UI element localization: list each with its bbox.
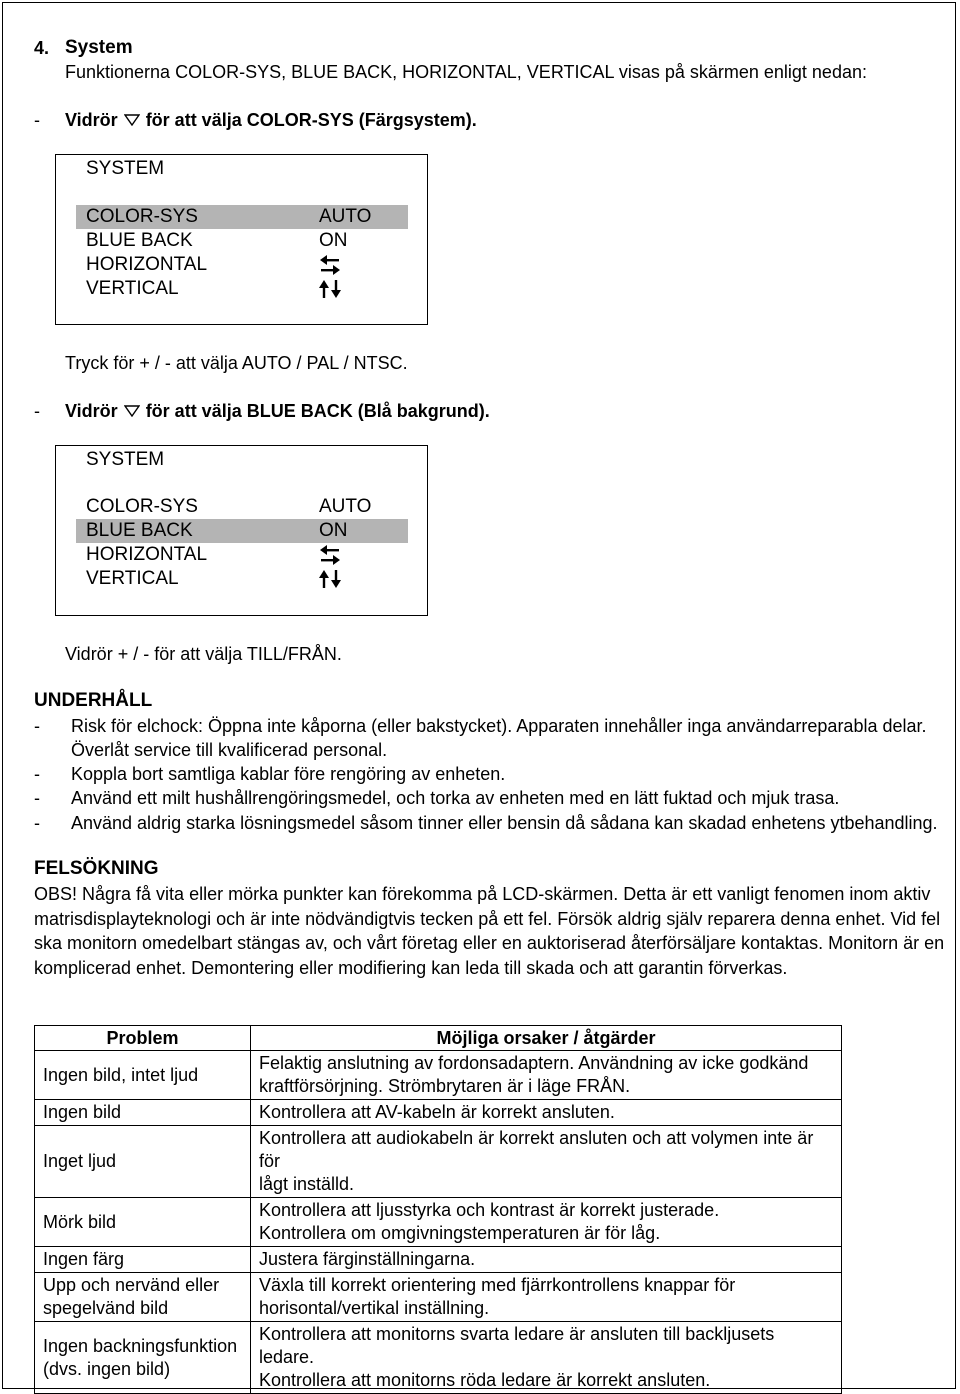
menu-row-value: ON xyxy=(319,520,348,541)
table-row xyxy=(35,1273,842,1322)
horizontal-flip-icon xyxy=(319,255,341,275)
cell-line: Inget ljud xyxy=(43,1151,117,1171)
menu-row-blue-back xyxy=(76,229,408,253)
cell-line: Ingen backningsfunktion xyxy=(43,1335,238,1356)
cell-line: kraftförsörjning. Strömbrytaren är i läge FRÅN. xyxy=(259,1076,631,1096)
cell-line: Justera färginställningarna. xyxy=(259,1249,476,1269)
cell-line: horisontal/vertikal inställning. xyxy=(259,1298,490,1318)
step-post: för att välja BLUE BACK (Blå bakgrund). xyxy=(145,401,490,421)
cell-line: Mörk bild xyxy=(43,1211,117,1232)
horizontal-flip-icon xyxy=(319,545,341,565)
problem-cell xyxy=(35,1322,251,1394)
section-heading: System xyxy=(65,37,133,58)
menu-row-value: AUTO xyxy=(319,206,372,227)
problem-cell xyxy=(35,1273,251,1322)
paragraph-line: OBS! Några få vita eller mörka punkter kan förekomma på LCD-skärmen. Detta är ett vanligt fenomen inom aktiv xyxy=(34,884,931,904)
osd-menu-blue-back xyxy=(55,445,428,616)
osd-menu-color-sys xyxy=(55,154,428,325)
menu-title: SYSTEM xyxy=(86,449,165,470)
table-row xyxy=(35,1247,842,1273)
causes-cell xyxy=(251,1322,842,1394)
troubleshooting-heading: FELSÖKNING xyxy=(34,858,159,879)
menu-row-label: HORIZONTAL xyxy=(86,254,208,275)
maintenance-item: Risk för elchock: Öppna inte kåporna (eller bakstycket). Apparaten innehåller inga användarreparabla delar. xyxy=(71,716,927,736)
problem-cell xyxy=(35,1247,251,1273)
menu-row-blue-back xyxy=(76,519,408,543)
vertical-flip-icon xyxy=(319,569,343,589)
cell-line: Kontrollera att monitorns svarta ledare är ansluten till backljusets ledare. xyxy=(259,1324,775,1367)
menu-row-label: COLOR-SYS xyxy=(86,496,198,517)
troubleshooting-table xyxy=(34,1025,842,1394)
problem-cell xyxy=(35,1051,251,1100)
maintenance-heading: UNDERHÅLL xyxy=(34,690,153,711)
causes-cell xyxy=(251,1100,842,1126)
maintenance-item: Använd aldrig starka lösningsmedel såsom tinner eller bensin då sådana kan skadad enhetens ytbehandling. xyxy=(71,813,938,833)
step-instruction xyxy=(65,109,477,131)
menu-row-label: VERTICAL xyxy=(86,278,179,299)
cell-line: spegelvänd bild xyxy=(43,1298,169,1318)
cell-line: Felaktig anslutning av fordonsadaptern. Användning av icke godkänd xyxy=(259,1053,809,1073)
cell-line: Kontrollera att ljusstyrka och kontrast är korrekt justerade. xyxy=(259,1200,720,1220)
menu-row-label: BLUE BACK xyxy=(86,230,193,251)
table-row xyxy=(35,1198,842,1247)
table-row xyxy=(35,1051,842,1100)
paragraph-line: ska monitorn omedelbart stängas av, och vårt företag eller en auktoriserad återförsäljare kontaktas. Monitorn är en xyxy=(34,933,945,953)
bullet-dash: - xyxy=(34,813,40,833)
menu-row-vertical xyxy=(76,277,408,301)
step-instruction xyxy=(65,400,490,422)
column-header-causes: Möjliga orsaker / åtgärder xyxy=(251,1026,842,1051)
paragraph-line: komplicerad enhet. Demontering eller modifiering kan leda till skada och att garantin förverkas. xyxy=(34,957,788,978)
causes-cell xyxy=(251,1126,842,1198)
menu-row-label: BLUE BACK xyxy=(86,520,193,541)
menu-row-value: ON xyxy=(319,230,348,251)
menu-row-vertical xyxy=(76,567,408,591)
menu-title: SYSTEM xyxy=(86,158,165,179)
bullet-dash: - xyxy=(34,764,40,784)
cell-line: Upp och nervänd eller xyxy=(43,1275,220,1295)
cell-line: (dvs. ingen bild) xyxy=(43,1358,171,1379)
cell-line: Kontrollera att AV-kabeln är korrekt ansluten. xyxy=(259,1102,615,1122)
problem-cell xyxy=(35,1100,251,1126)
troubleshooting-paragraph xyxy=(34,882,945,980)
step-pre: Vidrör xyxy=(65,110,118,130)
column-header-problem: Problem xyxy=(35,1026,251,1051)
menu-row-label: COLOR-SYS xyxy=(86,206,198,227)
cell-line: Ingen färg xyxy=(43,1249,125,1269)
step-pre: Vidrör xyxy=(65,401,118,421)
causes-cell xyxy=(251,1051,842,1100)
problem-cell xyxy=(35,1126,251,1198)
menu-row-value: AUTO xyxy=(319,496,372,517)
table-row xyxy=(35,1126,842,1198)
maintenance-item-cont: Överlåt service till kvalificerad personal. xyxy=(71,740,388,760)
step-note: Vidrör + / - för att välja TILL/FRÅN. xyxy=(65,644,342,664)
problem-cell xyxy=(35,1198,251,1247)
cell-line: Kontrollera att audiokabeln är korrekt ansluten och att volymen inte är för xyxy=(259,1128,814,1171)
menu-row-label: HORIZONTAL xyxy=(86,544,208,565)
causes-cell xyxy=(251,1198,842,1247)
cell-line: lågt inställd. xyxy=(259,1174,355,1194)
vertical-flip-icon xyxy=(319,279,343,299)
down-triangle-icon xyxy=(124,114,140,126)
bullet-dash: - xyxy=(34,788,40,808)
menu-row-color-sys xyxy=(76,495,408,519)
bullet-dash: - xyxy=(34,401,40,421)
section-intro: Funktionerna COLOR-SYS, BLUE BACK, HORIZONTAL, VERTICAL visas på skärmen enligt nedan: xyxy=(65,62,867,82)
step-note: Tryck för + / - att välja AUTO / PAL / NTSC. xyxy=(65,353,408,373)
bullet-dash: - xyxy=(34,716,40,736)
menu-row-horizontal xyxy=(76,543,408,567)
paragraph-line: matrisdisplayteknologi och är inte nödvändigtvis tecken på ett fel. Försök aldrig själv reparera denna enhet. Vid fel xyxy=(34,908,941,929)
cell-line: Växla till korrekt orientering med fjärrkontrollens knappar för xyxy=(259,1275,736,1295)
table-header-row xyxy=(35,1026,842,1051)
maintenance-item: Använd ett milt hushållrengöringsmedel, och torka av enheten med en lätt fuktad och mjuk trasa. xyxy=(71,788,840,808)
down-triangle-icon xyxy=(124,405,140,417)
maintenance-item: Koppla bort samtliga kablar före rengöring av enheten. xyxy=(71,764,506,784)
menu-row-horizontal xyxy=(76,253,408,277)
bullet-dash: - xyxy=(34,110,40,130)
cell-line: Ingen bild, intet ljud xyxy=(43,1064,199,1085)
causes-cell xyxy=(251,1247,842,1273)
causes-cell xyxy=(251,1273,842,1322)
step-post: för att välja COLOR-SYS (Färgsystem). xyxy=(145,110,477,130)
cell-line: Ingen bild xyxy=(43,1102,122,1122)
cell-line: Kontrollera om omgivningstemperaturen är för låg. xyxy=(259,1223,661,1243)
cell-line: Kontrollera att monitorns röda ledare är korrekt ansluten. xyxy=(259,1370,711,1390)
menu-row-color-sys xyxy=(76,205,408,229)
section-number: 4. xyxy=(34,38,50,58)
menu-row-label: VERTICAL xyxy=(86,568,179,589)
table-row xyxy=(35,1322,842,1394)
table-row xyxy=(35,1100,842,1126)
